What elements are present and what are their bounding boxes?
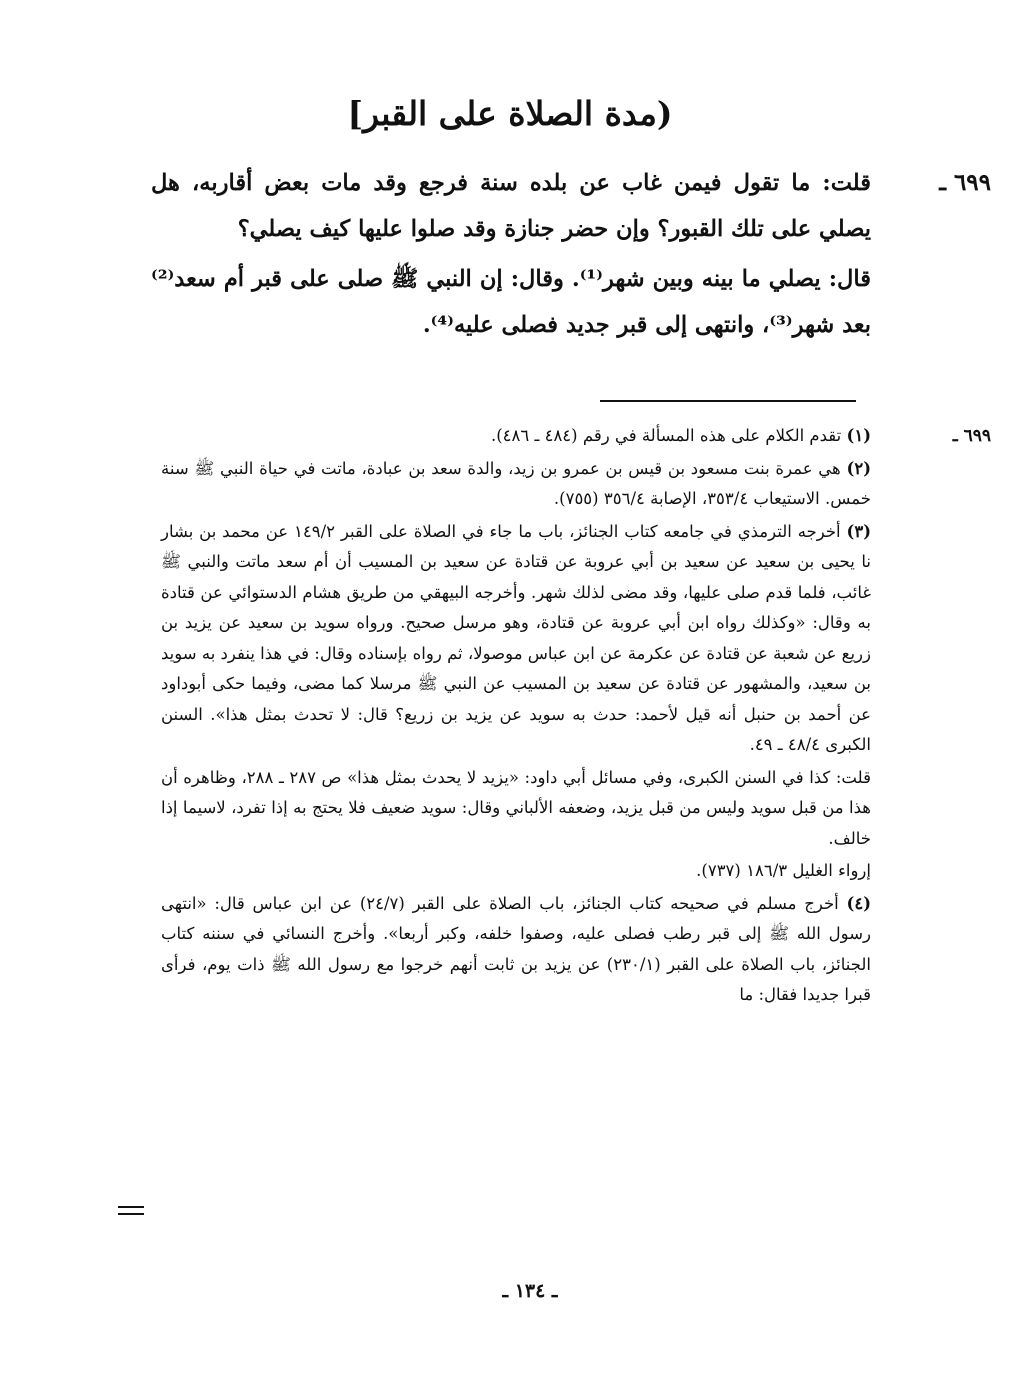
footnote-3 [161,517,871,761]
answer-text: قال: يصلي ما بينه وبين شهر⁽¹⁾. وقال: إن النبي ﷺ صلى على قبر أم سعد⁽²⁾ بعد شهر⁽³⁾، وانتهى إلى قبر جديد فصلى عليه⁽⁴⁾. [151,266,871,338]
page-number: ـ ١٣٤ ـ [502,1280,558,1302]
footnote-entry-number: ٦٩٩ ـ [952,426,991,446]
question-text: قلت: ما تقول فيمن غاب عن بلده سنة فرجع وقد مات بعض أقاربه، هل يصلي على تلك القبور؟ وإن حضر جنازة وقد صلوا عليها كيف يصلي؟ [151,170,871,242]
footnote-label: (٢) [846,458,871,478]
entry-number: ٦٩٩ ـ [939,169,991,196]
section-title: (مدة الصلاة على القبر] [347,94,673,133]
footnote-text: أخرج مسلم في صحيحه كتاب الجنائز، باب الصلاة على القبر (٢٤/٧) عن ابن عباس قال: «انتهى رسول الله ﷺ إلى قبر رطب فصلى عليه، وصفوا خلفه، وكبر أربعا». وأخرج النسائي في سننه كتاب الجنائز، باب الصلاة على القبر (٢٣٠/١) عن يزيد بن ثابت أنهم خرجوا مع رسول الله ﷺ ذات يوم، فرأى قبرا جديدا فقال: ما [161,893,871,1004]
footnote-text: أخرجه الترمذي في جامعه كتاب الجنائز، باب ما جاء في الصلاة على القبر ١٤٩/٢ عن محمد بن بشار نا يحيى بن سعيد عن سعيد بن أبي عروبة عن قتادة عن سعيد بن المسيب أن أم سعد ماتت والنبي ﷺ غائب، فلما قدم صلى عليها، وقد مضى لذلك شهر. وأخرجه البيهقي من طريق هشام الدستوائي عن قتادة به وقال: «وكذلك رواه ابن أبي عروبة عن قتادة، وهو مرسل صحيح. ورواه سويد بن سعيد عن يزيد بن زريع عن شعبة عن قتادة عن عكرمة عن ابن عباس موصولا، ثم رواه بإسناده وقال: في هذا ينفرد به سويد بن سعيد، والمشهور عن قتادة عن سعيد بن المسيب عن النبي ﷺ مرسلا كما مضى، وفيما حكى أبوداود عن أحمد بن حنبل أنه قيل لأحمد: حدث به سويد عن يزيد بن زريع؟ قال: لا تحدث بمثل هذا». السنن الكبرى ٤٨/٤ ـ ٤٩. [161,521,871,754]
footnote-separator [600,400,856,402]
footnote-label: (٣) [846,521,872,541]
footnote-label: (١) [846,426,871,445]
footnote-3-comment [161,763,871,855]
footnote-text: تقدم الكلام على هذه المسألة في رقم (٤٨٤ ـ ٤٨٦). [490,426,842,445]
footnote-text: إرواء الغليل ١٨٦/٣ (٧٣٧). [696,861,871,880]
footnote-2 [161,454,871,515]
footnote-4 [161,889,871,1011]
continuation-marker [118,1206,144,1217]
footnote-3-reference [161,856,871,887]
footnote-1 [161,421,871,452]
footnote-text: هي عمرة بنت مسعود بن قيس بن عمرو بن زيد، والدة سعد بن عبادة، ماتت في حياة النبي ﷺ سنة خمس. الاستيعاب ٣٥٣/٤، الإصابة ٣٥٦/٤ (٧٥٥). [161,458,871,508]
main-text [151,160,871,348]
footnote-text: قلت: كذا في السنن الكبرى، وفي مسائل أبي داود: «يزيد لا يحدث بمثل هذا» ص ٢٨٧ ـ ٢٨٨، وظاهره أن هذا من قبل سويد وليس من قبل يزيد، وضعفه الألباني وقال: سويد ضعيف فلا يحتج به إذا تفرد، لاسيما إذا خالف. [161,767,871,848]
footnotes [161,421,871,1013]
footnote-label: (٤) [846,893,871,913]
